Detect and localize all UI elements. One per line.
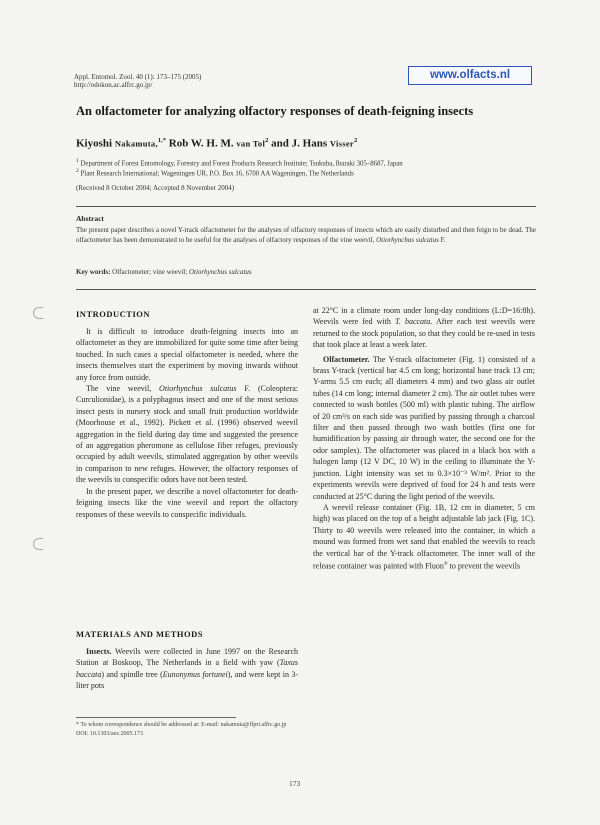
journal-citation: [74, 73, 201, 89]
divider: [76, 289, 536, 290]
author-first-name: Rob W. H. M.: [166, 137, 237, 150]
introduction-section: [76, 309, 298, 520]
affiliation-text: Department of Forest Entomology, Forestry and Forest Products Research Institute; Tsukuba, Ibaraki 305–8687, Japan: [78, 160, 403, 168]
species-name: Eunonymus fortunei: [162, 669, 228, 679]
punch-hole-mark: [33, 538, 43, 550]
run-in-heading: Olfactometer.: [323, 354, 370, 364]
paragraph-text: ) and spindle tree (: [101, 669, 163, 679]
author-affil-marker: 2: [265, 137, 269, 144]
journal-line: Appl. Entomol. Zool. 40 (1): 173–175 (2005): [74, 73, 202, 81]
keywords: [76, 268, 252, 276]
paragraph-text: to prevent the weevils: [447, 561, 521, 571]
affiliation-marker: 1: [76, 158, 79, 164]
abstract-text: [76, 225, 536, 245]
author-affil-marker: 1,*: [157, 137, 167, 144]
correspondence-footnote: * To whom correspondence should be addressed at: E-mail: nakamuta@ffpri.affrc.go.jp: [76, 722, 287, 728]
url-stamp-link[interactable]: www.olfacts.nl: [408, 66, 532, 85]
paragraph-text: at 22°C in a climate room under long-day conditions (L:D=16:8h). Weevils were fed with: [313, 306, 535, 327]
paragraph-text: Weevils were collected in June 1997 on the Research Station at Boskoop, The Netherlands in a field with yaw (: [76, 647, 298, 668]
right-column: [313, 305, 535, 572]
author-surname: Visser: [329, 138, 355, 149]
received-dates: (Received 8 October 2004; Accepted 8 November 2004): [76, 184, 235, 192]
abstract-body: The present paper describes a novel Y-track olfactometer for the analyses of olfactory responses of insects which are easily disturbed and then feign to be dead. The olfactometer has been demonstrated to be useful for the analyses of olfactory responses of the vine weevil,: [76, 226, 536, 244]
abstract-heading: Abstract: [76, 214, 104, 223]
registered-mark: ®: [443, 561, 448, 567]
paragraph-text: . After each test weevils were returned to the stock population, so that they could be re-used in tests that took place at least a week later.: [313, 317, 535, 350]
divider: [76, 206, 536, 207]
paragraph: In the present paper, we describe a novel olfactometer for death-feigning insects like the vine weevil and report the olfactory responses of these weevils to conspecific individuals.: [76, 486, 298, 519]
section-heading: MATERIALS AND METHODS: [76, 629, 203, 639]
punch-hole-mark: [33, 307, 43, 319]
author-first-name: and J. Hans: [268, 137, 330, 150]
keywords-label: Key words:: [76, 268, 111, 276]
paragraph: [76, 383, 298, 486]
run-in-heading: Insects.: [86, 647, 112, 656]
paragraph-text: ), and were kept in 3-liter pots: [76, 669, 298, 691]
author-affil-marker: 2: [354, 137, 358, 144]
section-heading: INTRODUCTION: [76, 309, 151, 319]
author-surname: van Tol: [236, 138, 266, 149]
paragraph-text: F. (Coleoptera: Curculionidae), is a polyphagous insect and one of the most serious insect pests in nursery stock and small fruit production worldwide (Moorhouse et al., 1992). Pickett et al. (1996) observed weevil aggregation in the field during day time and suggested the presence of an aggregation pheromone as cellulose fiber refuges, previously occupied by adult weevils, stimulated aggregation by other weevils in comparison to new refuges. However, the olfactory responses of the weevils to conspecific odors have not been tested.: [76, 384, 298, 485]
paragraph: It is difficult to introduce death-feigning insects into an olfactometer as they are immobilized for quite some time after being touched. In such cases a special olfactometer is needed, where the insects themselves start the experiment by moving inwards without any force from outside.: [76, 327, 298, 382]
affiliation-marker: 2: [76, 168, 79, 174]
abstract-body: F.: [438, 236, 446, 244]
page-number: 173: [289, 779, 301, 788]
paragraph: [313, 354, 535, 502]
author-first-name: Kiyoshi: [76, 137, 115, 150]
species-name: T. baccata: [394, 317, 431, 327]
species-name: Otiorhynchus sulcatus: [159, 384, 237, 394]
affiliation: [76, 167, 546, 178]
keywords-text: Olfactometer; vine weevil;: [110, 268, 189, 276]
footnote-divider: [76, 717, 236, 718]
author-line: [76, 137, 546, 150]
paragraph: [76, 646, 298, 692]
paragraph: [313, 502, 535, 572]
methods-section: [76, 629, 298, 692]
paragraph-text: A weevil release container (Fig. 1B, 12 cm in diameter, 5 cm high) was placed on the top of a height adjustable lab jack (Fig. 1C). Thirty to 40 weevils were released into the container, in which a mound was formed from wet sand that enabled the weevils to reach the vertical bar of the Y-track olfactometer. The inner wall of the release container was painted with Fluon: [313, 502, 535, 571]
journal-url[interactable]: http://odokon.ac.affrc.go.jp/: [74, 81, 153, 89]
doi-footnote: DOI: 10.1303/aez.2005.173: [76, 731, 143, 737]
species-name: Taxus baccata: [76, 658, 298, 679]
affiliation-text: Plant Research International; Wageningen UR, P.O. Box 16, 6700 AA Wageningen, The Netherlands: [78, 170, 354, 178]
paragraph-text: The vine weevil,: [86, 384, 160, 394]
species-name: Otiorhynchus sulcatus: [188, 268, 252, 276]
paragraph-text: The Y-track olfactometer (Fig. 1) consisted of a brass Y-track (vertical bar 4.5 cm long; horizontal base track 13 cm; Y-arms 5.5 cm each; all diameters 4 mm) and two glass air outlet tubes (14 cm long; internal diameter 2 cm). The air outlet tubes were connected to wash bottles (500 ml) with plastic tubing. The airflow of 20 cm³/s on each side was purified by passing through a charcoal filter and then passed through two wash bottles (first one for humidification by passing air through water, the second one for the odor samples). The olfactometer was placed in a black box with a halogen lamp (12 V DC, 10 W) in the ceiling to illuminate the Y-junction. Light intensity was set to 0.3×10⁻³ W/m². Prior to the experiments weevils were deprived of food for 24 h and tests were conducted at 25°C during the light period of the weevils.: [313, 354, 535, 501]
paper-title: An olfactometer for analyzing olfactory responses of death-feigning insects: [76, 104, 474, 118]
author-surname: Nakamuta,: [114, 138, 158, 149]
paragraph: [313, 305, 535, 351]
species-name: Otiorhynchus sulcatus: [376, 236, 439, 244]
